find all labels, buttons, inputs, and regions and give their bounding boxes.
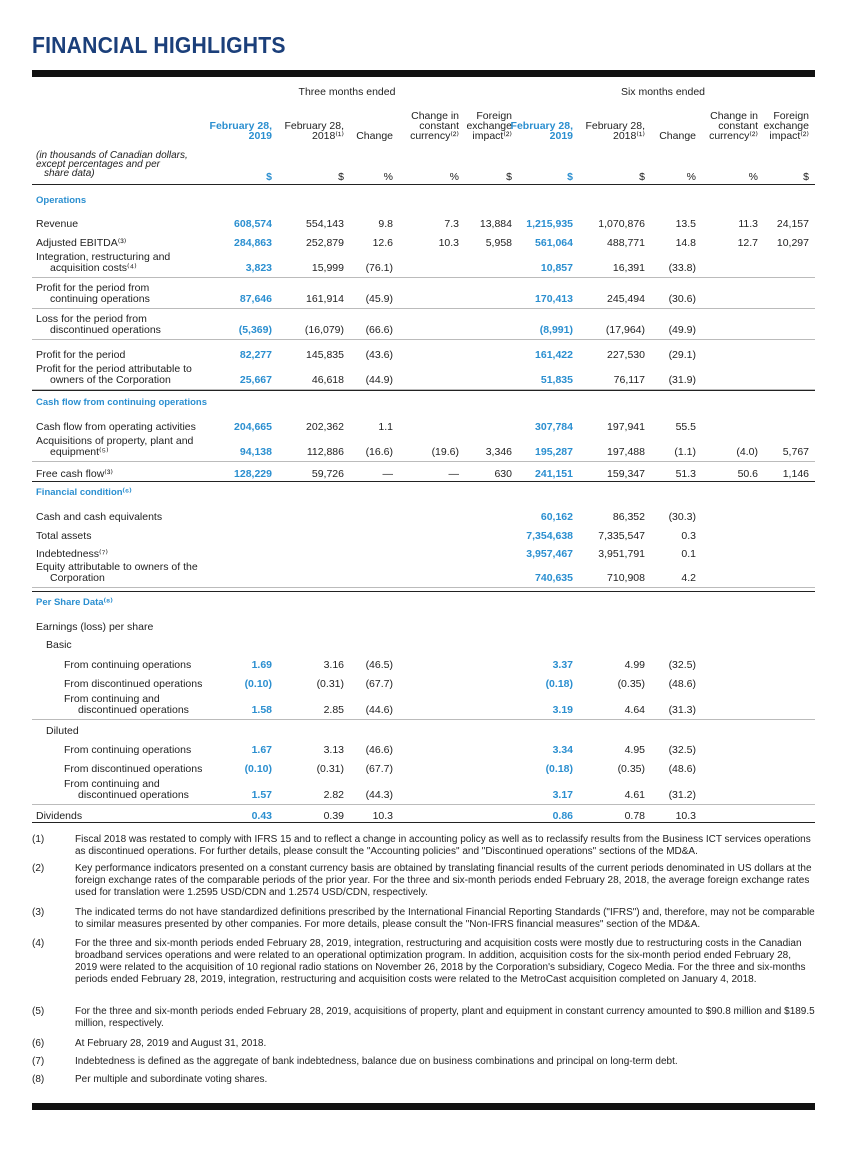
table-cell: 10.3 — [438, 237, 459, 249]
table-cell: 3.17 — [552, 789, 573, 801]
table-cell: 7.3 — [444, 218, 459, 230]
table-cell: 3.16 — [323, 659, 344, 671]
table-cell: 4.64 — [624, 704, 645, 716]
row-label: Equity attributable to owners of the — [36, 561, 198, 573]
table-cell: (32.5) — [668, 659, 696, 671]
table-cell: 1.67 — [251, 744, 272, 756]
column-header: Foreign — [476, 110, 512, 122]
column-header: 2018⁽¹⁾ — [612, 130, 645, 142]
column-header: Change — [659, 130, 696, 142]
table-cell: — — [382, 468, 393, 480]
table-cell: 15,999 — [311, 262, 344, 274]
column-header: currency⁽²⁾ — [709, 130, 758, 142]
table-cell: (16,079) — [304, 324, 344, 336]
table-cell: (44.9) — [365, 374, 393, 386]
table-cell: 197,941 — [607, 421, 645, 433]
column-header: February 28, — [284, 120, 344, 132]
row-label: From continuing operations — [64, 659, 192, 671]
table-cell: 87,646 — [239, 293, 272, 305]
footnote-text: Indebtedness is defined as the aggregate of bank indebtedness, balance due on business combinations and principal on long-term debt. — [75, 1056, 678, 1067]
row-rule — [32, 719, 815, 720]
table-cell: (76.1) — [365, 262, 393, 274]
table-cell: 4.2 — [681, 572, 696, 584]
header-rule — [32, 184, 815, 185]
section-header-cash-flow: Cash flow from continuing operations — [36, 397, 207, 408]
table-cell: 112,886 — [306, 446, 344, 458]
units-note: share data) — [44, 168, 95, 179]
row-label: From continuing operations — [64, 744, 192, 756]
table-cell: (0.31) — [316, 678, 344, 690]
unit-label: $ — [506, 171, 512, 183]
table-cell: — — [448, 468, 459, 480]
table-cell: 488,771 — [607, 237, 645, 249]
unit-label: % — [686, 171, 696, 183]
table-cell: 0.3 — [681, 530, 696, 542]
row-rule — [32, 587, 815, 588]
table-cell: 13.5 — [675, 218, 696, 230]
table-cell: 3.34 — [552, 744, 573, 756]
row-label: Diluted — [46, 725, 79, 737]
table-cell: (66.6) — [365, 324, 393, 336]
footnote-number: (8) — [32, 1074, 45, 1085]
table-cell: 128,229 — [234, 468, 272, 480]
table-cell: 197,488 — [607, 446, 645, 458]
row-label: Adjusted EBITDA⁽³⁾ — [36, 237, 127, 249]
table-cell: 3,957,467 — [526, 548, 573, 560]
footnote-text: For the three and six-month periods ended February 28, 2019, integration, restructuring and acquisition costs were mostly due to restructuring costs in the Canadian broadband services operations and were related to an operational optimization program. In addition, acquisition costs for the six-month period ended February 28, 2019 were related to the acquisition of 10 regional radio stations on November 26, 2018 by the Corporation's subsidiary, Cogeco Media. For the three and six-months periods ended February 28, 2019, integration, restructuring and acquisition costs were related to the MetroCast acquisition completed on January 4, 2018. — [75, 938, 806, 985]
table-cell: 55.5 — [675, 421, 696, 433]
table-cell: (0.18) — [545, 763, 573, 775]
table-cell: (30.3) — [668, 511, 696, 523]
column-header: exchange — [466, 120, 512, 132]
units-note: except percentages and per — [36, 159, 160, 170]
row-label: From continuing and — [64, 693, 160, 705]
row-rule — [32, 308, 815, 309]
row-label: Earnings (loss) per share — [36, 621, 154, 633]
section-header-per-share: Per Share Data⁽⁸⁾ — [36, 597, 113, 608]
unit-label: % — [449, 171, 459, 183]
row-label: acquisition costs⁽⁴⁾ — [50, 262, 137, 274]
table-cell: 76,117 — [613, 374, 645, 386]
table-cell: 245,494 — [607, 293, 645, 305]
footnote-number: (3) — [32, 907, 45, 918]
row-label: From discontinued operations — [64, 763, 203, 775]
footnote-text: For the three and six-month periods ended February 28, 2019, acquisitions of property, plant and equipment in constant currency amounted to $90.8 million and $189.5 million, respectively. — [75, 1006, 815, 1029]
table-cell: 5,767 — [782, 446, 809, 458]
bottom-rule — [32, 1103, 815, 1110]
table-cell: 7,335,547 — [598, 530, 645, 542]
row-label: Corporation — [50, 572, 105, 584]
column-header: constant — [419, 120, 459, 132]
row-label: discontinued operations — [50, 324, 161, 336]
table-cell: (4.0) — [736, 446, 758, 458]
table-cell: 710,908 — [607, 572, 645, 584]
column-header: Change — [356, 130, 393, 142]
row-label: continuing operations — [50, 293, 150, 305]
table-cell: 9.8 — [378, 218, 393, 230]
footnote-text: Key performance indicators presented on a constant currency basis are obtained by translating financial results of the current periods denominated in US dollars at the foreign exchange rates of the comparable periods of the prior year. For the three and six-month periods ended February 28, 2018, the average foreign exchange rates used for translation were 1.2595 USD/CDN and 1.2574 USD/CDN, respectively. — [75, 863, 812, 898]
row-label: equipment⁽⁵⁾ — [50, 446, 109, 458]
table-cell: (0.35) — [617, 763, 645, 775]
row-label: discontinued operations — [78, 704, 189, 716]
table-cell: 51,835 — [540, 374, 573, 386]
top-rule — [32, 70, 815, 77]
section-rule — [32, 481, 815, 482]
table-cell: (5,369) — [238, 324, 272, 336]
table-cell: 4.99 — [624, 659, 645, 671]
table-cell: 740,635 — [535, 572, 573, 584]
unit-label: $ — [639, 171, 645, 183]
section-header-financial-condition: Financial condition⁽⁶⁾ — [36, 487, 132, 498]
table-cell: (30.6) — [668, 293, 696, 305]
table-cell: (0.10) — [244, 763, 272, 775]
column-header: 2019 — [248, 130, 272, 142]
unit-label: $ — [338, 171, 344, 183]
table-cell: 2.82 — [323, 789, 344, 801]
table-cell: (46.6) — [365, 744, 393, 756]
table-cell: 10,297 — [776, 237, 809, 249]
table-cell: (44.6) — [365, 704, 393, 716]
row-label: Indebtedness⁽⁷⁾ — [36, 548, 109, 560]
row-label: Profit for the period from — [36, 282, 150, 294]
table-bottom-rule — [32, 822, 815, 823]
table-cell: 0.86 — [552, 810, 573, 822]
unit-label: $ — [803, 171, 809, 183]
table-cell: (31.2) — [668, 789, 696, 801]
table-cell: 204,665 — [234, 421, 272, 433]
row-label: owners of the Corporation — [50, 374, 171, 386]
table-cell: (67.7) — [365, 678, 393, 690]
column-header: Change in — [411, 110, 459, 122]
table-cell: 145,835 — [306, 349, 344, 361]
column-header: February 28, — [209, 120, 272, 132]
table-cell: 5,958 — [485, 237, 512, 249]
table-cell: 3,346 — [485, 446, 512, 458]
footnote-number: (5) — [32, 1006, 45, 1017]
unit-label: % — [748, 171, 758, 183]
units-note: (in thousands of Canadian dollars, — [36, 150, 188, 161]
table-cell: 14.8 — [675, 237, 696, 249]
table-cell: 161,422 — [535, 349, 573, 361]
table-cell: 0.43 — [251, 810, 272, 822]
column-header: Foreign — [773, 110, 809, 122]
footnote-text: Fiscal 2018 was restated to comply with IFRS 15 and to reflect a change in accounting policy as well as to reclassify results from the Business ICT services operations as discontinued operations. For further details, please consult the "Accounting policies" and "Discontinued operations" sections of the MD&A. — [75, 834, 811, 857]
table-cell: (45.9) — [365, 293, 393, 305]
column-header: 2018⁽¹⁾ — [311, 130, 344, 142]
table-cell: 12.6 — [372, 237, 393, 249]
table-cell: 227,530 — [607, 349, 645, 361]
table-cell: (49.9) — [668, 324, 696, 336]
column-header: February 28, — [585, 120, 645, 132]
table-cell: (8,991) — [539, 324, 573, 336]
table-cell: 170,413 — [535, 293, 573, 305]
table-cell: 3,823 — [245, 262, 272, 274]
unit-label: $ — [567, 171, 573, 183]
table-cell: (0.18) — [545, 678, 573, 690]
page-title: FINANCIAL HIGHLIGHTS — [32, 32, 286, 58]
row-rule — [32, 389, 815, 390]
table-cell: 59,726 — [311, 468, 344, 480]
table-cell: 46,618 — [311, 374, 344, 386]
footnote-number: (1) — [32, 834, 45, 845]
table-cell: (0.35) — [617, 678, 645, 690]
table-cell: (0.10) — [244, 678, 272, 690]
row-label: Loss for the period from — [36, 313, 147, 325]
footnote-number: (6) — [32, 1038, 45, 1049]
table-cell: 51.3 — [675, 468, 696, 480]
table-cell: 11.3 — [738, 218, 758, 230]
table-cell: (19.6) — [431, 446, 459, 458]
table-cell: 25,667 — [239, 374, 272, 386]
table-cell: 10,857 — [540, 262, 573, 274]
row-label: Integration, restructuring and — [36, 251, 171, 263]
column-header: currency⁽²⁾ — [410, 130, 459, 142]
table-cell: (16.6) — [365, 446, 393, 458]
row-label: Profit for the period attributable to — [36, 363, 192, 375]
row-label: From discontinued operations — [64, 678, 203, 690]
table-cell: (48.6) — [668, 763, 696, 775]
table-cell: 13,884 — [479, 218, 512, 230]
table-cell: (29.1) — [668, 349, 696, 361]
row-label: Acquisitions of property, plant and — [36, 435, 194, 447]
table-cell: 24,157 — [776, 218, 809, 230]
table-cell: 3.13 — [323, 744, 344, 756]
table-cell: (31.9) — [668, 374, 696, 386]
section-rule — [32, 591, 815, 592]
table-cell: 1,070,876 — [598, 218, 645, 230]
table-cell: 1.1 — [378, 421, 393, 433]
three-months-header: Three months ended — [298, 86, 396, 98]
table-cell: 1,146 — [782, 468, 809, 480]
table-cell: 4.61 — [624, 789, 645, 801]
table-cell: (48.6) — [668, 678, 696, 690]
column-header: Change in — [710, 110, 758, 122]
footnote-number: (4) — [32, 938, 45, 949]
table-cell: 307,784 — [535, 421, 573, 433]
row-label: Basic — [46, 639, 72, 651]
table-cell: 161,914 — [306, 293, 344, 305]
row-rule — [32, 339, 815, 340]
table-cell: 7,354,638 — [526, 530, 573, 542]
table-cell: 94,138 — [239, 446, 272, 458]
table-cell: 3.19 — [552, 704, 573, 716]
table-cell: 3,951,791 — [598, 548, 645, 560]
table-cell: 86,352 — [612, 511, 645, 523]
table-cell: 195,287 — [535, 446, 573, 458]
table-cell: 10.3 — [675, 810, 696, 822]
table-cell: 608,574 — [234, 218, 272, 230]
table-cell: 630 — [494, 468, 512, 480]
footnote-text: Per multiple and subordinate voting shares. — [75, 1074, 268, 1085]
table-cell: (1.1) — [674, 446, 696, 458]
table-cell: (46.5) — [365, 659, 393, 671]
table-cell: 1.69 — [251, 659, 272, 671]
table-cell: 0.39 — [323, 810, 344, 822]
row-label: From continuing and — [64, 778, 160, 790]
footnote-text: The indicated terms do not have standardized definitions prescribed by the International Financial Reporting Standards ("IFRS") and, therefore, may not be comparable to similar measures presented by other companies. For more details, please consult the "Non-IFRS financial measures" section of the MD&A. — [75, 907, 815, 930]
table-cell: 241,151 — [535, 468, 573, 480]
table-cell: (17,964) — [605, 324, 645, 336]
table-cell: 3.37 — [552, 659, 573, 671]
column-header: exchange — [763, 120, 809, 132]
row-label: discontinued operations — [78, 789, 189, 801]
table-cell: 159,347 — [607, 468, 645, 480]
row-rule — [32, 804, 815, 805]
row-label: Revenue — [36, 218, 79, 230]
table-cell: (44.3) — [365, 789, 393, 801]
table-cell: (31.3) — [668, 704, 696, 716]
row-label: Free cash flow⁽³⁾ — [36, 468, 113, 480]
footnote-text: At February 28, 2019 and August 31, 2018. — [75, 1038, 267, 1049]
section-rule — [32, 390, 815, 391]
row-label: Cash and cash equivalents — [36, 511, 163, 523]
table-cell: 202,362 — [306, 421, 344, 433]
unit-label: % — [383, 171, 393, 183]
table-cell: 12.7 — [737, 237, 758, 249]
column-header: impact⁽²⁾ — [769, 130, 809, 142]
table-cell: 252,879 — [306, 237, 344, 249]
table-cell: 16,391 — [612, 262, 645, 274]
table-cell: 554,143 — [306, 218, 344, 230]
table-cell: 0.1 — [681, 548, 696, 560]
row-rule — [32, 277, 815, 278]
row-label: Dividends — [36, 810, 83, 822]
column-header: 2019 — [549, 130, 573, 142]
table-cell: (67.7) — [365, 763, 393, 775]
table-cell: (0.31) — [316, 763, 344, 775]
row-label: Total assets — [36, 530, 92, 542]
table-cell: 1.57 — [251, 789, 272, 801]
table-cell: 4.95 — [624, 744, 645, 756]
footnote-number: (7) — [32, 1056, 45, 1067]
table-cell: 60,162 — [540, 511, 573, 523]
table-cell: 50.6 — [737, 468, 758, 480]
column-header: impact⁽²⁾ — [472, 130, 512, 142]
table-cell: 0.78 — [624, 810, 645, 822]
unit-label: $ — [266, 171, 272, 183]
row-label: Cash flow from operating activities — [36, 421, 196, 433]
six-months-header: Six months ended — [620, 86, 706, 98]
table-cell: 1.58 — [251, 704, 272, 716]
table-cell: (33.8) — [668, 262, 696, 274]
table-cell: 2.85 — [323, 704, 344, 716]
column-header: February 28, — [510, 120, 573, 132]
table-cell: (43.6) — [365, 349, 393, 361]
table-cell: (32.5) — [668, 744, 696, 756]
table-cell: 82,277 — [239, 349, 272, 361]
column-header: constant — [718, 120, 758, 132]
table-cell: 1,215,935 — [526, 218, 573, 230]
section-header-operations: Operations — [36, 195, 87, 206]
footnote-number: (2) — [32, 863, 45, 874]
table-cell: 10.3 — [372, 810, 393, 822]
table-cell: 561,064 — [535, 237, 573, 249]
row-rule — [32, 461, 815, 462]
row-label: Profit for the period — [36, 349, 126, 361]
table-cell: 284,863 — [234, 237, 272, 249]
